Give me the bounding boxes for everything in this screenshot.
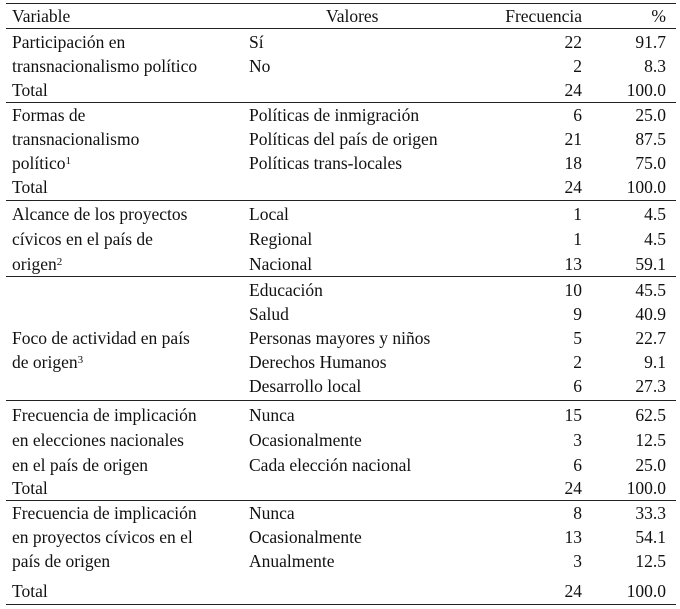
- percent-cell: 75.0: [635, 153, 666, 173]
- percent-cell: 12.5: [635, 430, 666, 450]
- value-label: Educación: [249, 280, 323, 300]
- variable-label-with-note: de origen$^3$: [12, 352, 84, 372]
- footnote-marker: 2: [56, 256, 63, 268]
- value-label: Sí: [249, 32, 264, 52]
- frequency-cell: 2: [573, 56, 582, 76]
- value-label: Personas mayores y niños: [249, 328, 431, 348]
- percent-cell: 25.0: [635, 455, 666, 475]
- percent-cell: 87.5: [635, 129, 666, 149]
- value-label: Regional: [249, 229, 313, 249]
- group-rule: [6, 200, 676, 201]
- value-label: Políticas de inmigración: [249, 105, 420, 125]
- percent-cell: 12.5: [635, 551, 666, 571]
- variable-label: cívicos en el país de: [12, 229, 153, 249]
- total-frequency: 24: [564, 177, 582, 197]
- value-label: Cada elección nacional: [249, 455, 412, 475]
- total-label: Total: [12, 581, 48, 601]
- frequency-cell: 13: [564, 254, 582, 274]
- frequency-cell: 3: [573, 430, 582, 450]
- variable-label: en proyectos cívicos en el: [12, 527, 193, 547]
- variable-label-with-note: origen$^2$: [12, 254, 63, 274]
- total-label: Total: [12, 177, 48, 197]
- total-frequency: 24: [564, 80, 582, 100]
- frequency-cell: 13: [564, 527, 582, 547]
- header-values: Valores: [326, 6, 379, 26]
- value-label: Desarrollo local: [249, 376, 362, 396]
- percent-cell: 40.9: [635, 304, 666, 324]
- frequency-cell: 22: [564, 32, 582, 52]
- value-label: Salud: [249, 304, 289, 324]
- variable-label: transnacionalismo: [12, 129, 140, 149]
- variable-label: país de origen: [12, 551, 111, 571]
- total-label: Total: [12, 80, 48, 100]
- footnote-marker: 3: [77, 354, 84, 366]
- percent-cell: 59.1: [635, 254, 666, 274]
- footnote-marker: 1: [65, 155, 71, 167]
- percent-cell: 45.5: [635, 280, 666, 300]
- value-label: No: [249, 56, 271, 76]
- frequency-cell: 9: [573, 304, 582, 324]
- variable-label: Participación en: [12, 32, 126, 52]
- frequency-cell: 3: [573, 551, 582, 571]
- value-label: Políticas del país de origen: [249, 129, 438, 149]
- value-label: Ocasionalmente: [249, 527, 362, 547]
- total-frequency: 24: [564, 478, 582, 498]
- percent-cell: 33.3: [635, 503, 666, 523]
- total-percent: 100.0: [626, 177, 666, 197]
- group-rule: [6, 276, 676, 277]
- frequency-cell: 6: [573, 455, 582, 475]
- variable-label: en elecciones nacionales: [12, 430, 184, 450]
- header-frequency: Frecuencia: [505, 6, 582, 26]
- frequency-cell: 1: [573, 204, 582, 224]
- percent-cell: 91.7: [635, 32, 666, 52]
- value-label: Políticas trans-locales: [249, 153, 403, 173]
- frequency-cell: 6: [573, 376, 582, 396]
- variable-label: transnacionalismo político: [12, 56, 198, 76]
- percent-cell: 4.5: [644, 229, 666, 249]
- variable-label: Formas de: [12, 105, 86, 125]
- frequency-cell: 18: [564, 153, 582, 173]
- frequency-cell: 15: [564, 405, 582, 425]
- bottom-rule: [6, 604, 676, 605]
- variable-label: en el país de origen: [12, 455, 149, 475]
- value-label: Derechos Humanos: [249, 352, 387, 372]
- header-rule: [6, 28, 676, 29]
- frequency-cell: 10: [564, 280, 582, 300]
- variable-label-with-note: político$^1$: [12, 153, 71, 173]
- percent-cell: 54.1: [635, 527, 666, 547]
- header-percent: %: [651, 6, 666, 26]
- value-label: Anualmente: [249, 551, 335, 571]
- frequency-cell: 21: [564, 129, 582, 149]
- variable-label: Foco de actividad en país: [12, 328, 190, 348]
- frequency-cell: 8: [573, 503, 582, 523]
- total-percent: 100.0: [626, 478, 666, 498]
- total-percent: 100.0: [626, 581, 666, 601]
- percent-cell: 22.7: [635, 328, 666, 348]
- percent-cell: 62.5: [635, 405, 666, 425]
- frequency-cell: 5: [573, 328, 582, 348]
- value-label: Local: [249, 204, 289, 224]
- total-label: Total: [12, 478, 48, 498]
- variable-label: Alcance de los proyectos: [12, 204, 188, 224]
- value-label: Nunca: [249, 503, 295, 523]
- total-percent: 100.0: [626, 80, 666, 100]
- group-rule: [6, 400, 676, 401]
- header-variable: Variable: [12, 6, 71, 26]
- percent-cell: 4.5: [644, 204, 666, 224]
- frequency-cell: 2: [573, 352, 582, 372]
- variable-label: Frecuencia de implicación: [12, 503, 197, 523]
- frequency-cell: 6: [573, 105, 582, 125]
- value-label: Nacional: [249, 254, 313, 274]
- variable-label: Frecuencia de implicación: [12, 405, 197, 425]
- value-label: Ocasionalmente: [249, 430, 362, 450]
- percent-cell: 25.0: [635, 105, 666, 125]
- value-label: Nunca: [249, 405, 295, 425]
- percent-cell: 8.3: [644, 56, 666, 76]
- frequency-cell: 1: [573, 229, 582, 249]
- percent-cell: 9.1: [644, 352, 666, 372]
- percent-cell: 27.3: [635, 376, 666, 396]
- total-frequency: 24: [564, 581, 582, 601]
